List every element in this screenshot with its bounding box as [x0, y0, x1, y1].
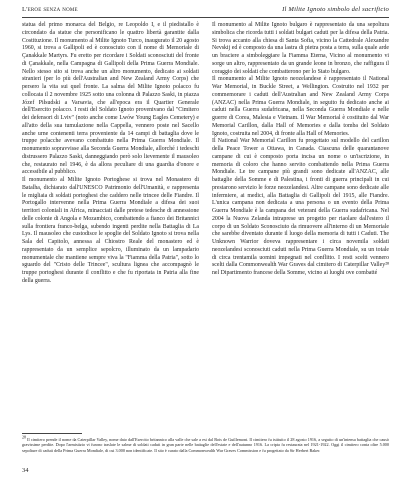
paragraph: statua del primo monarca del Belgio, re Leopoldo I, e il piedistallo è circondato da statue che personificano le quattro libertà garantite dalla Costituzione. Il monumento al Milite Ignoto Turco, inaugurato il 20 agosto 1960, si trova a Gallipoli ed è conosciuto con il nome di Memoriale di Çanakkale Martyrs. Fu eretto per ricordare i Soldati sconosciuti del fronte di Çanakkale, nella Campagna di Gallipoli della Prima Guerra Mondiale. Nello stesso sito si trova anche un altro monumento, dedicato ai soldati stranieri (per lo più dell'Australian and New Zealand Army Corps) che persero la vita sui quel fronte. La salma del Milite Ignoto polacco fu collocata il 2 novembre 1925 sotto una colonna di Palazzo Saski, in piazza Józef Piłsudski a Varsavia, che all'epoca era il Quartier Generale dell'Esercito polacco. I resti del Soldato Ignoto provenivano dal "Cimitero dei defensori di Lviv" (noto anche come Lwów Young Eagles Cemetery) e all'atto della sua tumulazione nella Cappella, vennero poste nel Sacello anche urne contenenti terra proveniente da 14 campi di battaglia dove le truppe polacche avevano combattuto nella Prima Guerra Mondiale. Il monumento sopravvisse alla Seconda Guerra Mondiale, allorché i tedeschi distrussero Palazzo Saski, danneggiando però solo lievemente il mausoleo che, restaurato nel 1946, è da allora peculiare di una guardia d'onore e accessibile al pubblico.: [22, 22, 199, 176]
paragraph: Il monumento al Milite Ignoto Portoghese si trova nel Monastero di Batalha, dichiarato dall'UNESCO Patrimonio dell'Umanità, e rappresenta le migliaia di soldati portoghesi che caddero nelle trincee delle Fiandre. Il Portogallo intervenne nella Prima Guerra Mondiale a difesa dei suoi territori coloniali in Africa, minacciati dalle pretese tedesche di annessione delle colonie di Angola e Mozambico, combattendo a fianco dei Britannici sulla frontiera franco-belga, subendo ingenti perdite nella Battaglia di La Lys. Il mausoleo che custodisce le spoglie del Soldato Ignoto si trova nella Sala del Capitolo, annessa al Chiostro Reale del monastero ed è rappresentato da un semplice sepolcro, illuminato da un lampadario monumentale che mantiene sempre viva la "Fiamma della Patria", sotto lo sguardo del "Cristo delle Trincee", scultura lignea che accompagnò le truppe portoghesi durante il conflitto e che fu riportata in Patria alla fine della guerra.: [22, 177, 199, 284]
paragraph: Il monumento al Milite Ignoto neozelandese è rappresentato il National War Memorial, in Buckle Street, a Wellington. Costruito nel 1932 per commemorare i caduti dell'Australian and New Zealand Army Corps (ANZAC) nella Prima Guerra Mondiale, in seguito fu dedicato anche ai caduti nella Guerra sudafricana, nella Seconda Guerra Mondiale e nelle guerre di Corea, Malesia e Vietnam. Il War Memorial è costituito dal War Memorial Carillon, dalla Hall of Memories e dalla tomba del Soldato Ignoto, costruita nel 2004, di fronte alla Hall of Memories.: [212, 76, 389, 137]
running-header: [22, 6, 389, 16]
header-rule: [22, 17, 389, 18]
paragraph: Il monumento al Milite Ignoto bulgaro è rappresentato da una sepoltura simbolica che ricorda tutti i soldati bulgari caduti per la difesa della Patria. Si trova accanto alla chiesa di Santa Sofia, vicino la Cattedrale Alexandre Nevskij ed è composto da una lastra di pietra posta a terra, sulla quale arde un braciere a simboleggiare la Fiamma Eterna, Vicino al monumento vi sorge un altro, rappresentato da un grande leone in bronzo, che raffigura il coraggio dei soldati che combatterono per lo Stato bulgaro.: [212, 22, 389, 75]
footnote: [22, 434, 390, 453]
page-number: 34: [22, 467, 29, 474]
footnote-rule: [22, 433, 82, 434]
footnote-text: Il cimitero prende il nome da Caterpillar Valley, nome dato dall'Esercito britannico alla valle che sale a est dal Bois de Guillemont. Il cimitero fu istituito il 28 agosto 1916, a seguito di un'intensa battaglia che causò gravissime perdite. Dopo l'armistizio vi furono traslate le salme di soldati caduti in gran parte nelle battaglie dell'estate e dell'autunno 1916. La cripta fu restaurata nel 1921-1922. Oggi il cimitero conta oltre 5.000 sepolture di caduti della Prima Guerra Mondiale, di cui 3.000 non identificate. Il sito è curato dalla Commonwealth War Graves Commission e fu progettato da Sir Herbert Baker.: [22, 437, 390, 453]
running-header-book-title: L'eroe senza nome: [22, 6, 78, 13]
text-column-right: [212, 22, 389, 278]
text-column-left: [22, 22, 199, 286]
paragraph: Il National War Memorial Carillon fu progettato sul modello del carillon della Peace Tower a Ottawa, in Canada. Ciascuna delle quarantanove campane di cui è composto porta incisa un nome o un'iscrizione, in memoria di coloro che hanno servito combattendo nella Prima Guerra Mondiale. Le tre campane più grandi sono dedicate all'ANZAC, alle battaglie della Somme e di Palestina, i fronti di guerra principali in cui prestarono servizio le forze neozelandesi. Altre campane sono dedicate alle infermiere, ai medici, alla Battaglia di Gallipoli del 1915, alle Fiandre. L'unica campana non dedicata a una persona o un evento della Prima Guerra Mondiale è la campana dei veterani della Guerra sudafricana. Nel 2004 la Nuova Zelanda intraprese un progetto per riaolare dall'estero il corpo di un Soldato Sconosciuto da rimuovere all'interno di un Memoriale che sarebbe diventato durante il luogo della memoria di tutti i Caduti. The Unknown Warrior doveva rappresentare i circa novemila soldati neozelandesi sconosciuti caduti nella Prima Guerra Mondiale, su un totale di circa trentamila uomini impegnati nel conflitto. I resti scelti vennero scelti dalla Commonwealth War Graves dal cimitero di Caterpillar Valley²⁸ nel Dipartimento francese della Somme, vicino ai luoghi ove combatté: [212, 138, 389, 276]
running-header-chapter-title: Il Milite Ignoto simbolo del sacrificio: [282, 6, 389, 13]
footnote-number: 28: [22, 434, 26, 440]
